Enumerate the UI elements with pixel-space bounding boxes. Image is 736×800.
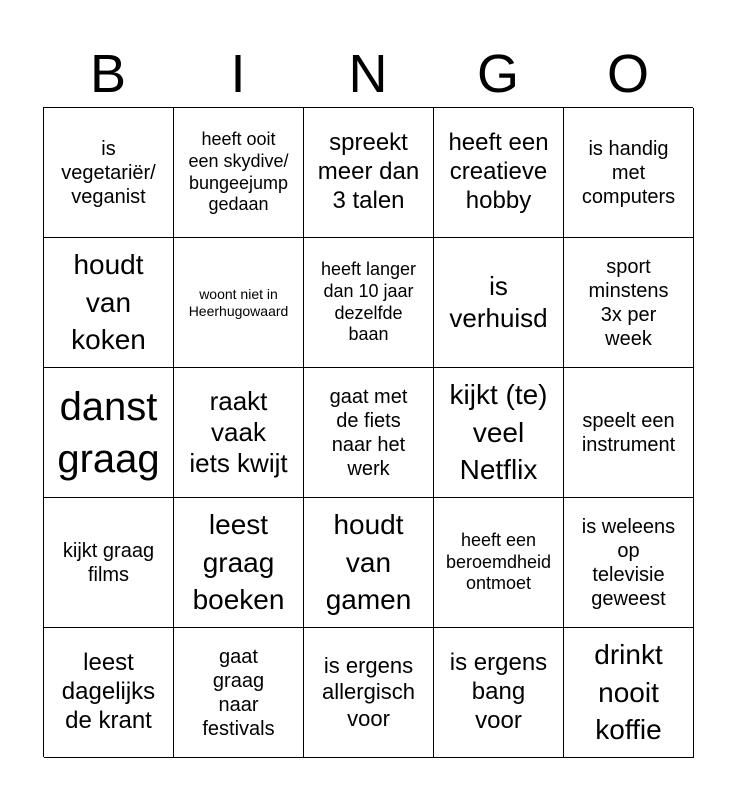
- cell-text: is ergens bang voor: [449, 649, 548, 734]
- bingo-cell-r1-c4[interactable]: [434, 108, 564, 238]
- cell-text: heeft een creatieve hobby: [448, 129, 549, 214]
- cell-text: houdt van koken: [71, 248, 146, 356]
- bingo-cell-r1-c2[interactable]: [174, 108, 304, 238]
- bingo-cell-r2-c5[interactable]: [564, 238, 694, 368]
- cell-text: danst graag: [57, 384, 160, 481]
- bingo-cell-r3-c3[interactable]: [304, 368, 434, 498]
- cell-text: drinkt nooit koffie: [594, 638, 663, 746]
- cell-text: heeft een beroemdheid ontmoet: [445, 530, 552, 594]
- cell-text: spreekt meer dan 3 talen: [317, 129, 420, 214]
- bingo-grid: [43, 107, 693, 757]
- bingo-cell-r3-c4[interactable]: [434, 368, 564, 498]
- bingo-cell-r4-c4[interactable]: [434, 498, 564, 628]
- cell-text: raakt vaak iets kwijt: [189, 385, 288, 479]
- header-letter-i: I: [230, 44, 246, 104]
- cell-text: leest dagelijks de krant: [61, 649, 156, 734]
- bingo-cell-r4-c5[interactable]: [564, 498, 694, 628]
- cell-text: kijkt (te) veel Netflix: [449, 378, 548, 486]
- bingo-header: [43, 40, 693, 108]
- cell-text: gaat graag naar festivals: [202, 645, 275, 740]
- header-letter-g: G: [476, 44, 519, 104]
- cell-text: heeft ooit een skydive/ bungeejump gedaan: [188, 129, 289, 215]
- header-letter-o: O: [606, 44, 649, 104]
- cell-text: houdt van gamen: [325, 508, 412, 616]
- cell-text: heeft langer dan 10 jaar dezelfde baan: [320, 259, 417, 345]
- cell-text: is weleens op televisie geweest: [581, 515, 676, 610]
- cell-text: speelt een instrument: [581, 409, 676, 456]
- bingo-cell-r2-c2[interactable]: [174, 238, 304, 368]
- bingo-cell-r2-c3[interactable]: [304, 238, 434, 368]
- cell-text: leest graag boeken: [192, 508, 285, 616]
- cell-text: sport minstens 3x per week: [588, 255, 669, 350]
- bingo-cell-r4-c3[interactable]: [304, 498, 434, 628]
- bingo-cell-r3-c5[interactable]: [564, 368, 694, 498]
- cell-text: is verhuisd: [449, 271, 548, 333]
- cell-text: is ergens allergisch voor: [322, 652, 415, 731]
- cell-text: woont niet in Heerhugowaard: [188, 285, 289, 319]
- bingo-cell-r5-c3[interactable]: [304, 628, 434, 758]
- header-letter-n: N: [348, 44, 388, 104]
- bingo-cell-r3-c2[interactable]: [174, 368, 304, 498]
- cell-text: gaat met de fiets naar het werk: [329, 385, 408, 480]
- bingo-cell-r5-c1[interactable]: [44, 628, 174, 758]
- bingo-cell-r1-c1[interactable]: [44, 108, 174, 238]
- bingo-cell-r1-c5[interactable]: [564, 108, 694, 238]
- bingo-cell-r1-c3[interactable]: [304, 108, 434, 238]
- bingo-cell-r2-c4[interactable]: [434, 238, 564, 368]
- bingo-cell-r5-c2[interactable]: [174, 628, 304, 758]
- bingo-cell-r3-c1[interactable]: [44, 368, 174, 498]
- bingo-cell-r2-c1[interactable]: [44, 238, 174, 368]
- header-letter-b: B: [89, 44, 127, 104]
- bingo-cell-r5-c5[interactable]: [564, 628, 694, 758]
- cell-text: is handig met computers: [581, 137, 676, 208]
- cell-text: is vegetariër/ veganist: [61, 137, 156, 208]
- bingo-cell-r5-c4[interactable]: [434, 628, 564, 758]
- cell-text: kijkt graag films: [62, 539, 155, 586]
- bingo-cell-r4-c2[interactable]: [174, 498, 304, 628]
- bingo-cell-r4-c1[interactable]: [44, 498, 174, 628]
